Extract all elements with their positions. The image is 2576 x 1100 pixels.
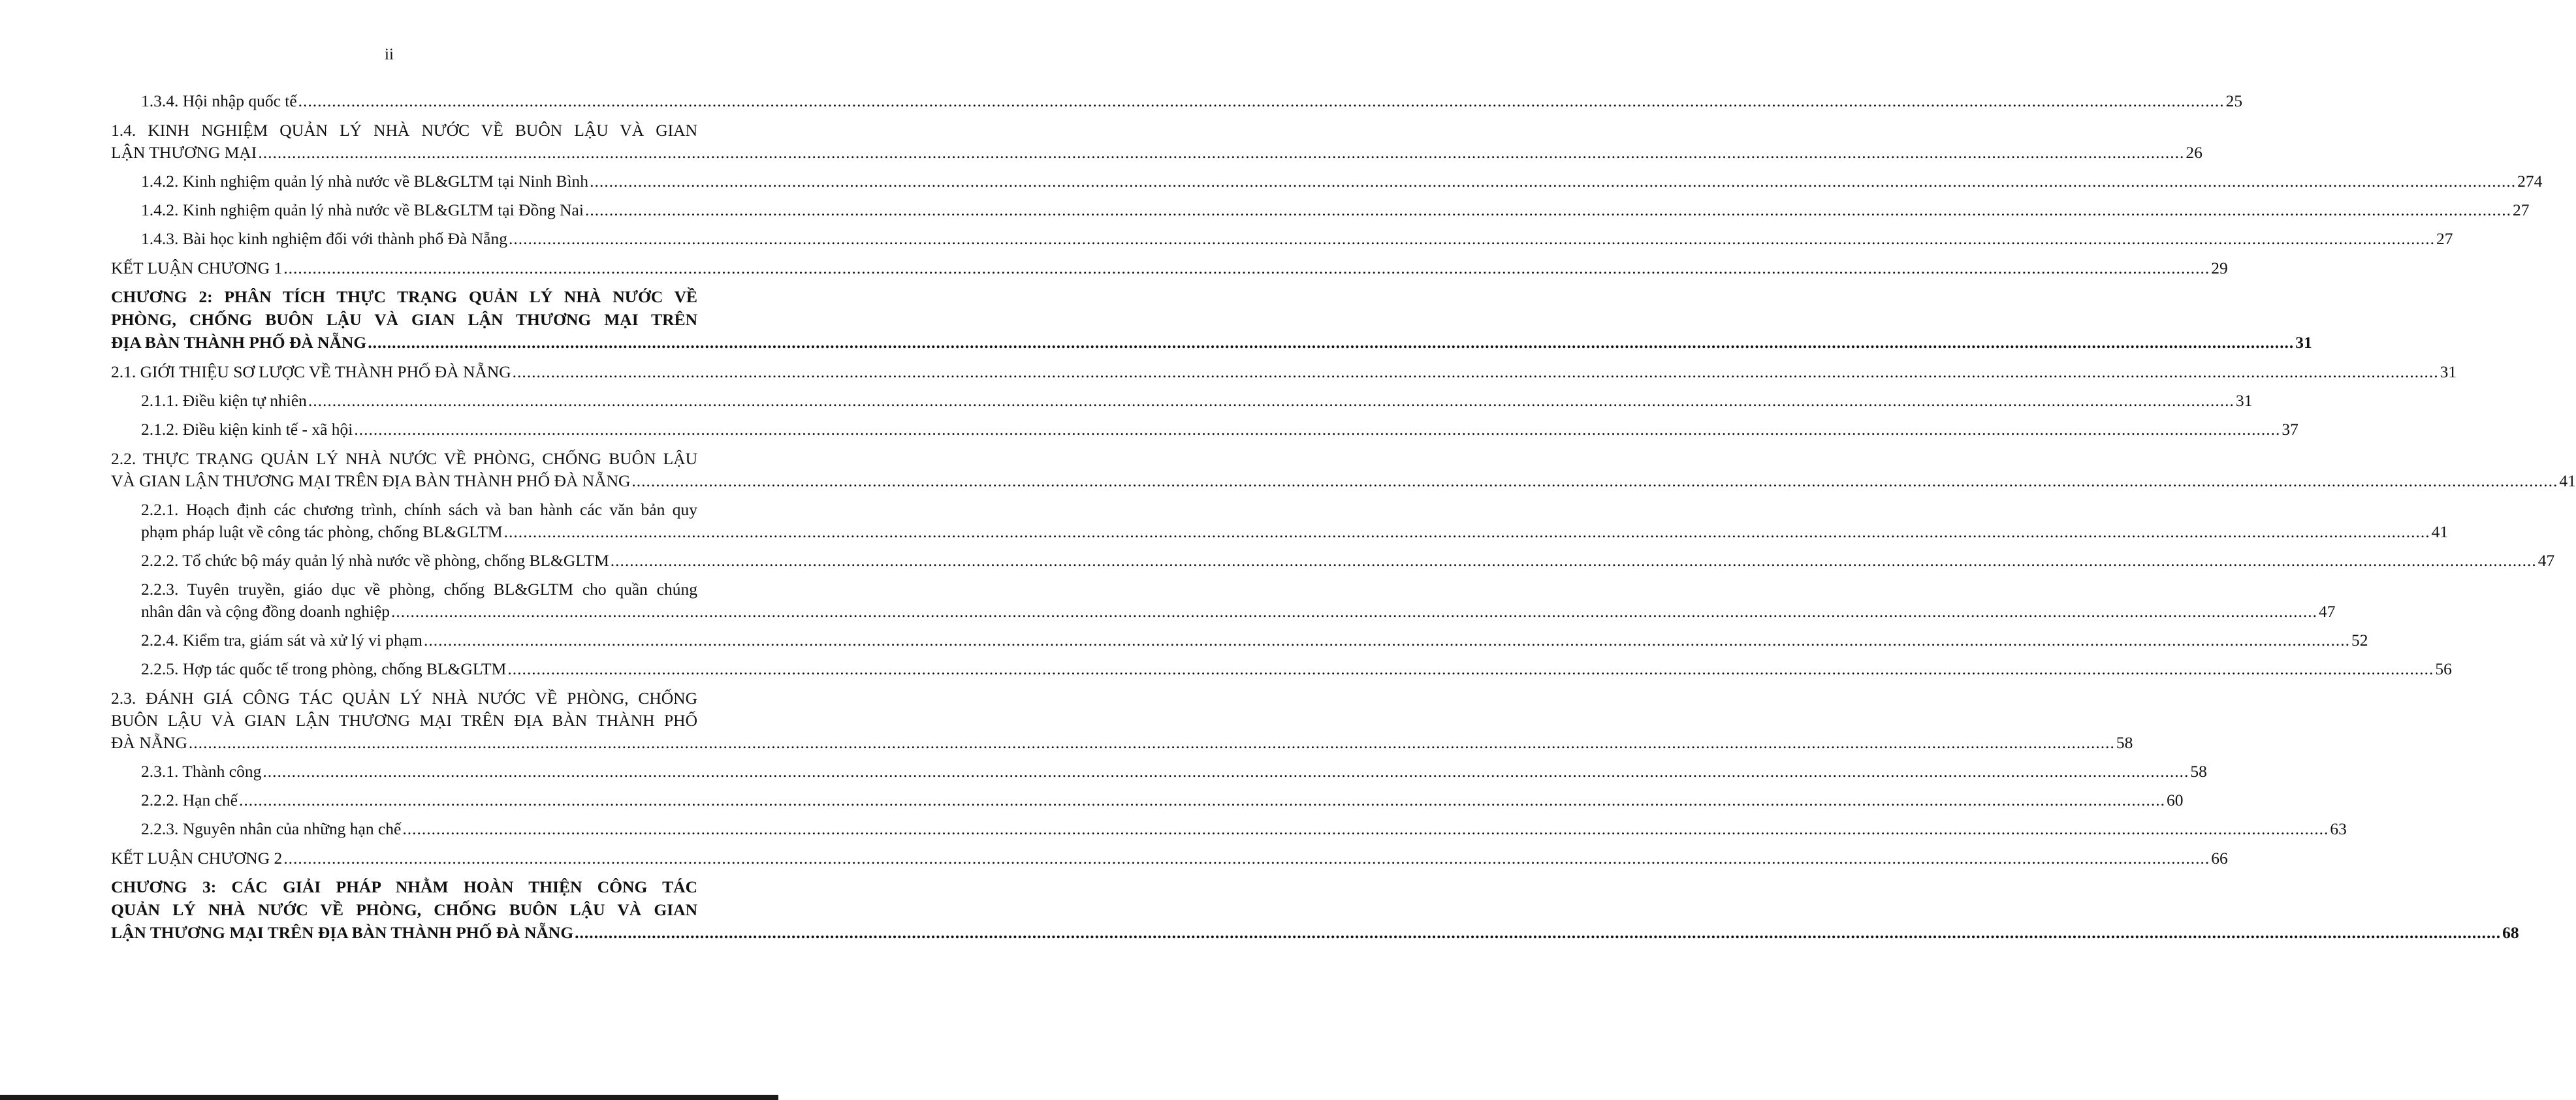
toc-page-number: 31 [2235,391,2253,410]
toc-page-number: 274 [2517,172,2543,191]
toc-entry-last-line [141,658,2452,680]
toc-entry-line: 2.3. ĐÁNH GIÁ CÔNG TÁC QUẢN LÝ NHÀ NƯỚC VỀ PHÒNG, CHỐNG [111,689,697,708]
toc-page-number: 27 [2436,229,2453,248]
toc-entry-title: 2.3.1. Thành công [141,762,262,781]
toc-entry-title: 1.4.2. Kinh nghiệm quản lý nhà nước về BL&GLTM tại Ninh Bình [141,172,589,191]
toc-dot-leader: ................................................................................................................................................................................................................................................................................................................................................................................................................ [188,733,2115,752]
toc-entry[interactable] [111,257,2228,279]
toc-entry-title: 1.4.3. Bài học kinh nghiệm đối với thành phố Đà Nẵng [141,229,507,248]
toc-entry-last-line [141,550,2555,572]
toc-entry-last-line [141,390,2253,412]
toc-entry[interactable] [111,361,2457,383]
toc-page-number: 47 [2537,551,2555,570]
toc-entry-line: CHƯƠNG 3: CÁC GIẢI PHÁP NHẰM HOÀN THIỆN CÔNG TÁC [111,877,697,896]
toc-entry-last-line [141,199,2530,221]
toc-dot-leader: ................................................................................................................................................................................................................................................................................................................................................................................................................ [631,471,2558,490]
toc-page-number: 66 [2211,849,2228,868]
table-of-contents [111,90,2576,944]
toc-dot-leader: ................................................................................................................................................................................................................................................................................................................................................................................................................ [391,602,2317,621]
toc-entry-title: 2.2.5. Hợp tác quốc tế trong phòng, chống BL&GLTM [141,659,507,678]
toc-entry-title: KẾT LUẬN CHƯƠNG 2 [111,849,283,868]
toc-entry-last-line [111,847,2228,870]
toc-entry-line: 2.2. THỰC TRẠNG QUẢN LÝ NHÀ NƯỚC VỀ PHÒNG, CHỐNG BUÔN LẬU [111,449,697,468]
toc-dot-leader: ................................................................................................................................................................................................................................................................................................................................................................................................................ [610,551,2537,570]
toc-page-number: 47 [2319,602,2336,621]
toc-dot-leader: ................................................................................................................................................................................................................................................................................................................................................................................................................ [283,259,2210,277]
toc-entry-line: 2.2.1. Hoạch định các chương trình, chính sách và ban hành các văn bản quy [141,500,697,519]
toc-page-number: 63 [2330,819,2347,838]
toc-entry-last-line [141,601,2336,623]
toc-dot-leader: ................................................................................................................................................................................................................................................................................................................................................................................................................ [590,172,2517,191]
toc-page-number: 37 [2282,420,2298,439]
toc-entry[interactable] [141,228,2453,250]
toc-dot-leader: ................................................................................................................................................................................................................................................................................................................................................................................................................ [584,200,2511,219]
toc-entry-title: LẬN THƯƠNG MẠI [111,143,257,162]
toc-entry[interactable] [141,578,2336,623]
toc-dot-leader: ................................................................................................................................................................................................................................................................................................................................................................................................................ [239,791,2165,809]
toc-entry[interactable] [141,658,2452,680]
toc-entry[interactable] [141,90,2243,112]
toc-page-number: 41 [2431,522,2449,541]
toc-page-number: 31 [2440,362,2457,381]
toc-entry[interactable] [111,847,2228,870]
toc-entry-title: LẬN THƯƠNG MẠI TRÊN ĐỊA BÀN THÀNH PHỐ ĐÀ NẴNG [111,923,574,942]
toc-dot-leader: ................................................................................................................................................................................................................................................................................................................................................................................................................ [308,391,2234,410]
toc-entry[interactable] [141,199,2530,221]
toc-dot-leader: ................................................................................................................................................................................................................................................................................................................................................................................................................ [423,631,2350,650]
toc-entry-last-line [141,418,2298,441]
toc-entry-title: phạm pháp luật về công tác phòng, chống BL&GLTM [141,522,503,541]
toc-entry-line: PHÒNG, CHỐNG BUÔN LẬU VÀ GIAN LẬN THƯƠNG MẠI TRÊN [111,310,697,329]
toc-page-number: 68 [2502,923,2519,942]
toc-entry-last-line [111,331,2312,354]
toc-entry-line: QUẢN LÝ NHÀ NƯỚC VỀ PHÒNG, CHỐNG BUÔN LẬU VÀ GIAN [111,900,697,919]
toc-entry-line: 2.2.3. Tuyên truyền, giáo dục về phòng, chống BL&GLTM cho quần chúng [141,580,697,599]
toc-entry-title: 2.1.1. Điều kiện tự nhiên [141,391,307,410]
toc-entry-last-line [141,761,2207,783]
toc-entry[interactable] [111,448,2576,492]
toc-dot-leader: ................................................................................................................................................................................................................................................................................................................................................................................................................ [298,91,2225,110]
toc-page-number: 26 [2186,143,2202,162]
toc-entry[interactable] [141,761,2207,783]
toc-dot-leader: ................................................................................................................................................................................................................................................................................................................................................................................................................ [262,762,2189,781]
toc-entry-last-line [111,470,2576,492]
toc-dot-leader: ................................................................................................................................................................................................................................................................................................................................................................................................................ [508,229,2435,248]
toc-page-number: 58 [2190,762,2207,781]
toc-entry-title: ĐỊA BÀN THÀNH PHỐ ĐÀ NẴNG [111,333,367,352]
toc-entry-title: 2.2.2. Hạn chế [141,791,238,809]
toc-dot-leader: ................................................................................................................................................................................................................................................................................................................................................................................................................ [402,819,2329,838]
toc-dot-leader: ................................................................................................................................................................................................................................................................................................................................................................................................................ [258,143,2185,162]
toc-entry-title: 2.1. GIỚI THIỆU SƠ LƯỢC VỀ THÀNH PHỐ ĐÀ NẴNG [111,362,511,381]
toc-entry-title: 2.2.4. Kiểm tra, giám sát và xử lý vi phạm [141,631,422,650]
toc-entry[interactable] [141,550,2555,572]
toc-entry-last-line [141,90,2243,112]
toc-entry-title: 1.4.2. Kinh nghiệm quản lý nhà nước về BL&GLTM tại Đồng Nai [141,200,584,219]
toc-entry-line: CHƯƠNG 2: PHÂN TÍCH THỰC TRẠNG QUẢN LÝ NHÀ NƯỚC VỀ [111,287,697,306]
toc-dot-leader: ................................................................................................................................................................................................................................................................................................................................................................................................................ [503,522,2430,541]
toc-entry[interactable] [141,499,2449,543]
toc-entry-title: KẾT LUẬN CHƯƠNG 1 [111,259,283,277]
toc-entry-last-line [141,170,2543,193]
toc-entry-title: 1.3.4. Hội nhập quốc tế [141,91,297,110]
toc-entry-last-line [141,818,2347,840]
toc-dot-leader: ................................................................................................................................................................................................................................................................................................................................................................................................................ [575,923,2502,942]
toc-entry[interactable] [141,170,2543,193]
toc-entry-title: 2.2.2. Tổ chức bộ máy quản lý nhà nước về phòng, chống BL&GLTM [141,551,609,570]
toc-entry[interactable] [141,818,2347,840]
toc-entry[interactable] [141,789,2184,811]
toc-page-number: 29 [2211,259,2228,277]
toc-entry-title: nhân dân và cộng đồng doanh nghiệp [141,602,390,621]
toc-dot-leader: ................................................................................................................................................................................................................................................................................................................................................................................................................ [507,659,2434,678]
toc-chapter-entry[interactable] [111,875,2519,944]
toc-dot-leader: ................................................................................................................................................................................................................................................................................................................................................................................................................ [354,420,2281,439]
toc-entry-title: 2.2.3. Nguyên nhân của những hạn chế [141,819,402,838]
toc-entry-last-line [141,521,2449,543]
toc-entry-title: ĐÀ NẴNG [111,733,187,752]
toc-entry-last-line [141,228,2453,250]
toc-entry-last-line [141,629,2368,652]
toc-entry-last-line [111,142,2202,164]
toc-page-number: 60 [2167,791,2184,809]
toc-page-number: 41 [2559,471,2576,490]
page-number: ii [385,46,394,63]
toc-entry-line: BUÔN LẬU VÀ GIAN LẬN THƯƠNG MẠI TRÊN ĐỊA BÀN THÀNH PHỐ [111,711,697,730]
toc-page-number: 31 [2295,333,2312,352]
toc-entry[interactable] [141,418,2298,441]
toc-entry-title: 2.1.2. Điều kiện kinh tế - xã hội [141,420,353,439]
toc-entry-last-line [111,257,2228,279]
toc-entry-title: VÀ GIAN LẬN THƯƠNG MẠI TRÊN ĐỊA BÀN THÀNH PHỐ ĐÀ NẴNG [111,471,631,490]
toc-entry-last-line [111,361,2457,383]
toc-dot-leader: ................................................................................................................................................................................................................................................................................................................................................................................................................ [368,333,2295,352]
toc-entry[interactable] [141,629,2368,652]
toc-entry-last-line [111,921,2519,944]
toc-entry-last-line [111,732,2133,754]
toc-entry[interactable] [111,119,2202,164]
toc-page-number: 52 [2351,631,2368,650]
toc-page-number: 25 [2225,91,2243,110]
toc-page-number: 58 [2116,733,2133,752]
toc-dot-leader: ................................................................................................................................................................................................................................................................................................................................................................................................................ [283,849,2210,868]
page-bottom-edge [0,1095,778,1100]
toc-entry[interactable] [141,390,2253,412]
toc-chapter-entry[interactable] [111,285,2312,354]
toc-entry[interactable] [111,687,2133,754]
toc-page-number: 27 [2512,200,2530,219]
toc-page-number: 56 [2435,659,2452,678]
toc-dot-leader: ................................................................................................................................................................................................................................................................................................................................................................................................................ [512,362,2439,381]
toc-entry-line: 1.4. KINH NGHIỆM QUẢN LÝ NHÀ NƯỚC VỀ BUÔN LẬU VÀ GIAN [111,121,697,140]
toc-entry-last-line [141,789,2184,811]
